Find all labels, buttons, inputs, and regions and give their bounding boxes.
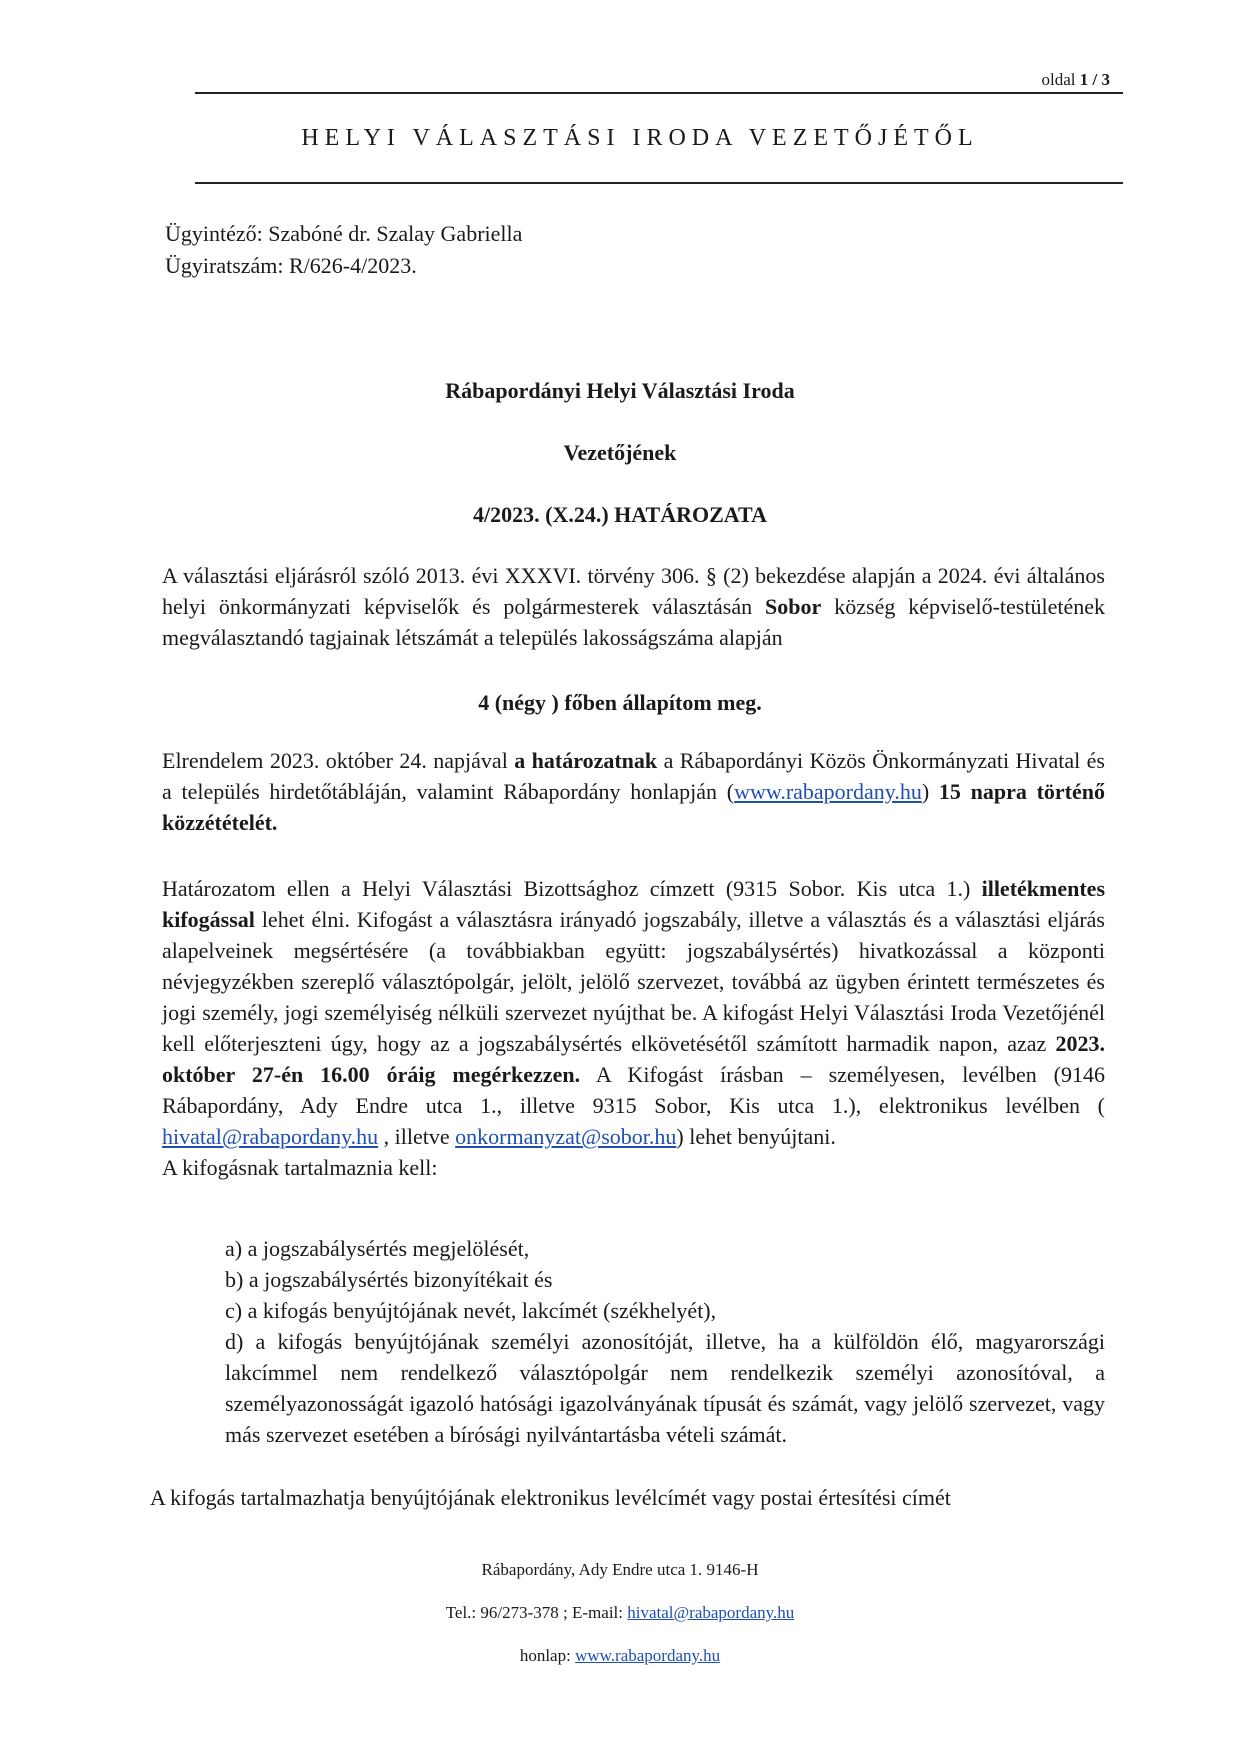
publication-order: Elrendelem 2023. október 24. napjával a határozatnak a Rábapordányi Közös Önkormányzati Hivatal és a település hirdetőtábláján, valamint Rábapordány honlapján (www.rabapordany.hu) 15 napra történő közzétételét.	[162, 748, 1105, 835]
page-number-label: oldal	[1041, 70, 1076, 89]
page-number-value: 1 / 3	[1079, 70, 1110, 89]
website-link[interactable]: www.rabapordany.hu	[734, 779, 922, 804]
document-meta	[165, 218, 522, 282]
email-link-sobor[interactable]: onkormanyzat@sobor.hu	[455, 1124, 677, 1149]
deadline: 2023. október 27-én 16.00 óráig megérkezzen.	[162, 1031, 1105, 1087]
title-decision: 4/2023. (X.24.) HATÁROZATA	[473, 502, 767, 527]
office-header: HELYI VÁLASZTÁSI IRODA VEZETŐJÉTŐL	[301, 125, 979, 151]
list-item: b) a jogszabálysértés bizonyítékait és	[225, 1267, 553, 1292]
page-number	[1042, 70, 1110, 90]
decision-result: 4 (négy ) főben állapítom meg.	[478, 690, 762, 715]
footer-web: honlap: www.rabapordany.hu	[519, 1646, 721, 1665]
optional-note: A kifogás tartalmazhatja benyújtójának elektronikus levélcímét vagy postai értesítési címét	[150, 1485, 951, 1510]
list-item: a) a jogszabálysértés megjelölését,	[225, 1236, 530, 1261]
content-intro: A kifogásnak tartalmaznia kell:	[162, 1155, 438, 1180]
title-head: Vezetőjének	[563, 440, 677, 465]
footer-address: Rábapordány, Ady Endre utca 1. 9146-H	[481, 1560, 759, 1579]
clerk-line: Ügyintéző: Szabóné dr. Szalay Gabriella	[165, 221, 523, 246]
village-name: Sobor	[765, 594, 822, 619]
email-link-office[interactable]: hivatal@rabapordany.hu	[162, 1124, 379, 1149]
file-number-line: Ügyiratszám: R/626-4/2023.	[165, 253, 417, 278]
footer-web-link[interactable]: www.rabapordany.hu	[575, 1646, 721, 1665]
footer-contact: Tel.: 96/273-378 ; E-mail: hivatal@rabapordany.hu	[445, 1603, 795, 1622]
list-item: d) a kifogás benyújtójának személyi azonosítóját, illetve, ha a külföldön élő, magyarországi lakcímmel nem rendelkező választópolgár nem rendelkezik személyi azonosítóval, a személyazonosságát igazoló hatósági igazolványának típusát és számát, vagy jelölő szervezet, vagy más szervezet esetében a bírósági nyilvántartásba vételi számát.	[225, 1329, 1105, 1447]
decision-paragraph: A választási eljárásról szóló 2013. évi XXXVI. törvény 306. § (2) bekezdése alapján a 2024. évi általános helyi önkormányzati képviselők és polgármesterek választásán Sobor község képviselő-testületének megválasztandó tagjainak létszámát a település lakosságszáma alapján	[162, 563, 1105, 650]
title-office: Rábapordányi Helyi Választási Iroda	[445, 378, 795, 403]
content-requirements-list	[225, 1233, 1105, 1450]
header-bottom-rule	[195, 182, 1123, 184]
list-item: c) a kifogás benyújtójának nevét, lakcímét (székhelyét),	[225, 1298, 717, 1323]
header-top-rule	[195, 92, 1123, 94]
footer-email-link[interactable]: hivatal@rabapordany.hu	[627, 1603, 795, 1622]
appeal-paragraph: Határozatom ellen a Helyi Választási Bizottsághoz címzett (9315 Sobor. Kis utca 1.) illetékmentes kifogással lehet élni. Kifogást a választásra irányadó jogszabály, illetve a választás és a választási eljárás alapelveinek megsértésére (a továbbiakban együtt: jogszabálysértés) hivatkozással a központi névjegyzékben szereplő választópolgár, jelölt, jelölő szervezet, továbbá az ügyben érintett természetes és jogi személy, jogi személyiség nélküli szervezet nyújthat be. A kifogást Helyi Választási Iroda Vezetőjénél kell előterjeszteni úgy, hogy az a jogszabálysértés elkövetésétől számított harmadik napon, azaz 2023. október 27-én 16.00 óráig megérkezzen. A Kifogást írásban – személyesen, levélben (9146 Rábapordány, Ady Endre utca 1., illetve 9315 Sobor, Kis utca 1.), elektronikus levélben ( hivatal@rabapordany.hu , illetve onkormanyzat@sobor.hu) lehet benyújtani. A kifogásnak tartalmaznia kell:	[162, 873, 1105, 1183]
